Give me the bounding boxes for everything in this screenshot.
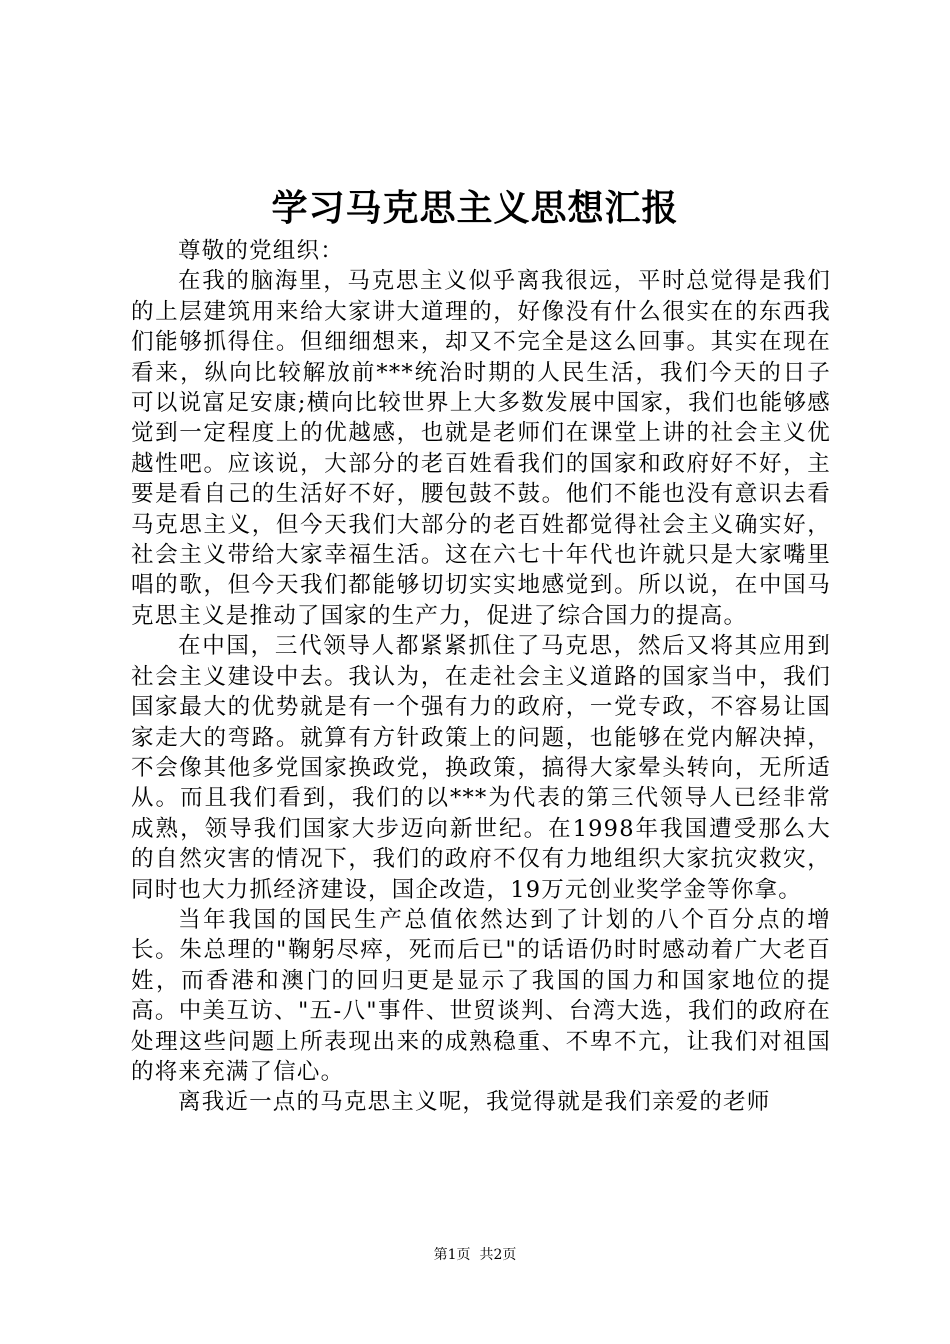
paragraph-4: 离我近一点的马克思主义呢，我觉得就是我们亲爱的老师	[178, 1089, 771, 1116]
paragraph-2: 在中国，三代领导人都紧紧抓住了马克思，然后又将其应用到社会主义建设中去。我认为，在走社会主义道路的国家当中，我们国家最大的优势就是有一个强有力的政府，一党专政，不容易让国家走大的弯路。就算有方针政策上的问题，也能够在党内解决掉，不会像其他多党国家换政党，换政策，搞得大家晕头转向，无所适从。而且我们看到，我们的以***为代表的第三代领导人已经非常成熟，领导我们国家大步迈向新世纪。在1998年我国遭受那么大的自然灾害的情况下，我们的政府不仅有力地组织大家抗灾救灾，同时也大力抓经济建设，国企改造，19万元创业奖学金等你拿。	[131, 633, 831, 903]
paragraph-3: 当年我国的国民生产总值依然达到了计划的八个百分点的增长。朱总理的"鞠躬尽瘁，死而后已"的话语仍时时感动着广大老百姓，而香港和澳门的回归更是显示了我国的国力和国家地位的提高。中美互访、"五-八"事件、世贸谈判、台湾大选，我们的政府在处理这些问题上所表现出来的成熟稳重、不卑不亢，让我们对祖国的将来充满了信心。	[131, 906, 831, 1085]
page-footer: 第1页 共2页	[433, 1247, 517, 1263]
document-body	[131, 236, 831, 1118]
document-title: 学习马克思主义思想汇报	[271, 187, 679, 229]
salutation: 尊敬的党组织：	[178, 238, 344, 264]
paragraph-1: 在我的脑海里，马克思主义似乎离我很远，平时总觉得是我们的上层建筑用来给大家讲大道理的，好像没有什么很实在的东西我们能够抓得住。但细细想来，却又不完全是这么回事。其实在现在看来，纵向比较解放前***统治时期的人民生活，我们今天的日子可以说富足安康;横向比较世界上大多数发展中国家，我们也能够感觉到一定程度上的优越感，也就是老师们在课堂上讲的社会主义优越性吧。应该说，大部分的老百姓看我们的国家和政府好不好，主要是看自己的生活好不好，腰包鼓不鼓。他们不能也没有意识去看马克思主义，但今天我们大部分的老百姓都觉得社会主义确实好，社会主义带给大家幸福生活。这在六七十年代也许就只是大家嘴里唱的歌，但今天我们都能够切切实实地感觉到。所以说，在中国马克思主义是推动了国家的生产力，促进了综合国力的提高。	[131, 268, 831, 629]
